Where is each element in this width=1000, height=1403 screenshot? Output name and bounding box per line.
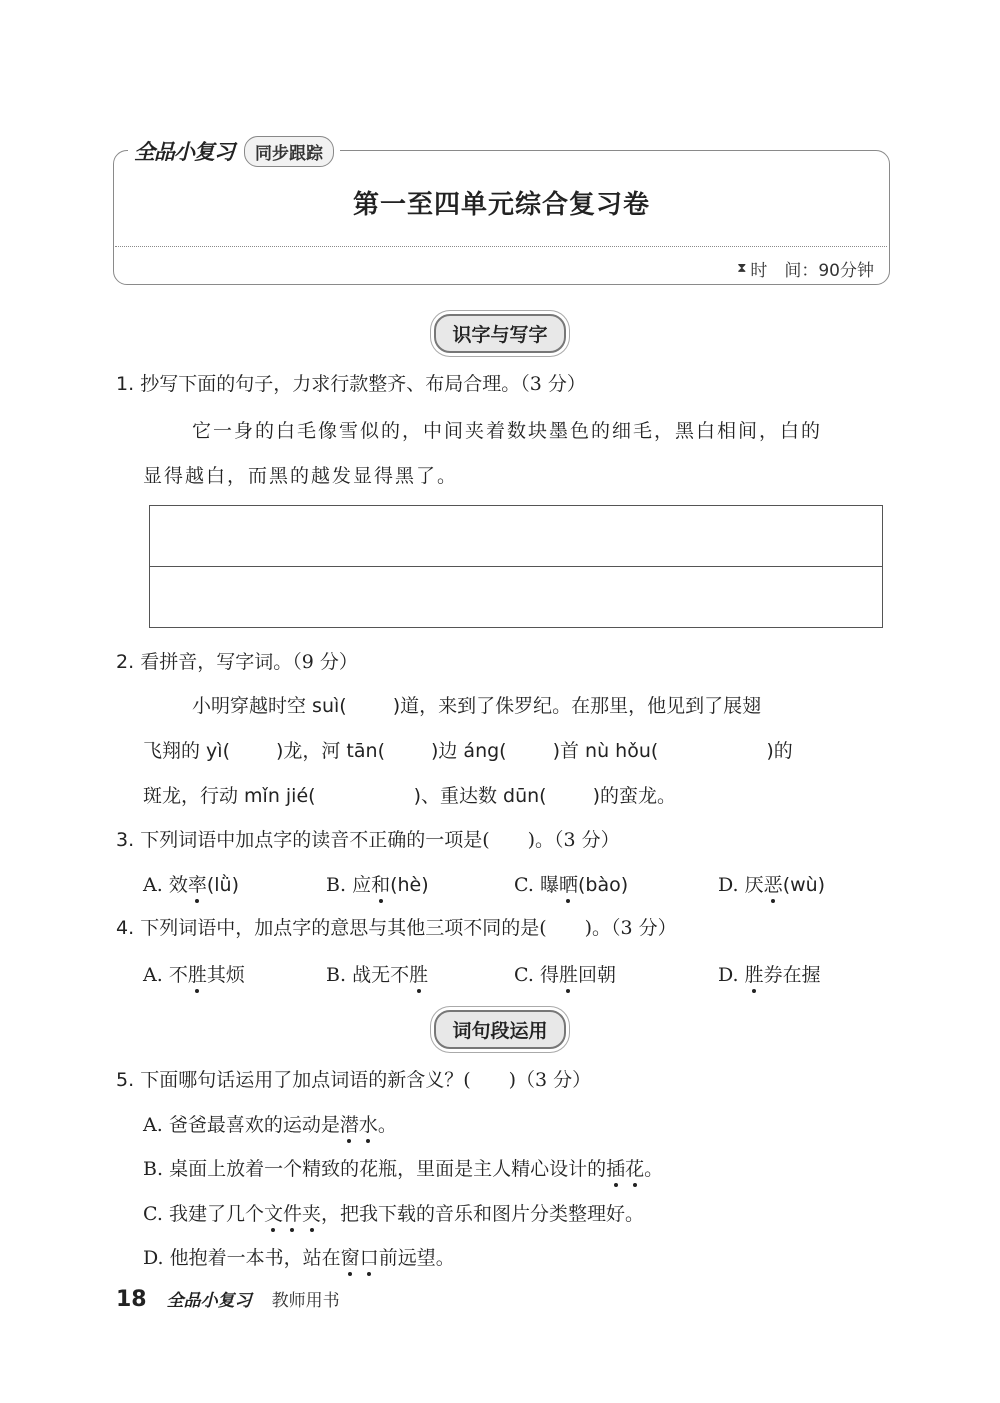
question-5-option-c[interactable]: C. 我建了几个文件夹，把我下载的音乐和图片分类整理好。 (143, 1203, 645, 1225)
question-5-stem: 5. 下面哪句话运用了加点词语的新含义？( )（3 分） (116, 1069, 592, 1091)
footer-subtitle: 教师用书 (271, 1291, 340, 1311)
question-1-passage-line1: 它一身的白毛像雪似的，中间夹着数块墨色的细毛，黑白相间，白的 (192, 420, 823, 442)
emphasis-char: 花 (625, 1158, 645, 1180)
emphasis-char: 件 (282, 1203, 302, 1225)
question-2-line3: 斑龙，行动 mǐn jié( )、重达数 dūn( )的蛮龙。 (143, 785, 677, 807)
question-4-option-a[interactable]: A. 不胜其烦 (143, 964, 245, 986)
page-number: 18 (116, 1287, 147, 1312)
emphasis-char: 水 (358, 1114, 378, 1136)
emphasis-char: 夹 (302, 1203, 322, 1225)
question-3-stem: 3. 下列词语中加点字的读音不正确的一项是( )。（3 分） (116, 829, 620, 851)
question-4-stem: 4. 下列词语中，加点字的意思与其他三项不同的是( )。（3 分） (116, 917, 677, 939)
section-banner-usage (400, 1010, 600, 1048)
question-1-passage-line2: 显得越白，而黑的越发显得黑了。 (143, 465, 459, 487)
question-3-option-b[interactable]: B. 应和(hè) (326, 874, 429, 896)
brand-logo: 全品小复习 (134, 140, 234, 164)
page-footer (116, 1286, 340, 1312)
footer-brand: 全品小复习 (166, 1291, 252, 1311)
question-2-line2: 飞翔的 yì( )龙，河 tān( )边 áng( )首 nù hǒu( )的 (143, 740, 793, 762)
section-title: 识字与写字 (434, 314, 565, 353)
time-info (737, 256, 874, 281)
hourglass-icon: ⧗ (737, 261, 747, 276)
emphasis-char: 潜 (339, 1114, 359, 1136)
question-5-option-a[interactable]: A. 爸爸最喜欢的运动是潜水。 (143, 1114, 397, 1136)
header-divider (115, 246, 887, 247)
time-text: 时 间：90分钟 (750, 261, 874, 281)
section-title: 词句段运用 (434, 1010, 565, 1049)
question-5-option-d[interactable]: D. 他抱着一本书，站在窗口前远望。 (143, 1247, 455, 1269)
question-3-option-a[interactable]: A. 效率(lǜ) (143, 874, 239, 896)
question-2-stem: 2. 看拼音，写字词。（9 分） (116, 651, 358, 673)
question-4-option-c[interactable]: C. 得胜回朝 (514, 964, 616, 986)
brand-bar (128, 136, 340, 166)
page-title: 第一至四单元综合复习卷 (352, 190, 650, 220)
emphasis-char: 插 (606, 1158, 626, 1180)
emphasis-char: 口 (359, 1247, 379, 1269)
question-3-option-c[interactable]: C. 曝晒(bào) (514, 874, 629, 896)
question-4-option-b[interactable]: B. 战无不胜 (326, 964, 429, 986)
question-3-option-d[interactable]: D. 厌恶(wù) (718, 874, 826, 896)
brand-tag: 同步跟踪 (244, 136, 334, 167)
emphasis-char: 文 (263, 1203, 283, 1225)
writing-box-divider (149, 566, 882, 567)
question-2-line1: 小明穿越时空 suì( )道，来到了侏罗纪。在那里，他见到了展翅 (192, 695, 762, 717)
emphasis-char: 窗 (340, 1247, 360, 1269)
question-4-option-d[interactable]: D. 胜券在握 (718, 964, 821, 986)
section-banner-literacy (400, 314, 600, 352)
question-5-option-b[interactable]: B. 桌面上放着一个精致的花瓶，里面是主人精心设计的插花。 (143, 1158, 664, 1180)
question-1-stem: 1. 抄写下面的句子，力求行款整齐、布局合理。（3 分） (116, 373, 586, 395)
